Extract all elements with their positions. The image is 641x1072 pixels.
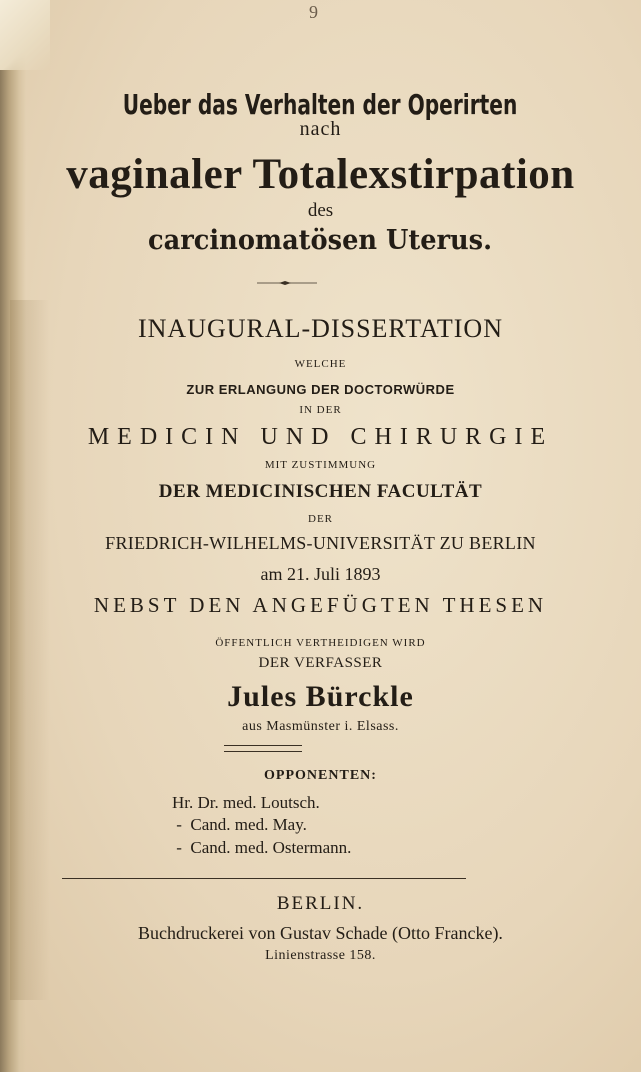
opponent-item: - Cand. med. Ostermann. bbox=[172, 838, 352, 857]
author-name: Jules Bürckle bbox=[227, 680, 414, 713]
title-line-5 bbox=[0, 225, 641, 256]
doctorate-line: ZUR ERLANGUNG DER DOCTORWÜRDE bbox=[186, 382, 455, 397]
dissertation-heading: INAUGURAL-DISSERTATION bbox=[137, 314, 503, 343]
title-line-5-text: carcinomatösen Uterus. bbox=[148, 225, 493, 256]
imprint-city: BERLIN. bbox=[276, 893, 365, 914]
title-line-2: nach bbox=[299, 118, 342, 140]
theses-line: NEBST DEN ANGEFÜGTEN THESEN bbox=[93, 593, 548, 617]
ornament-divider bbox=[257, 280, 317, 286]
title-line-1 bbox=[0, 88, 641, 122]
title-main: vaginaler Totalexstirpation bbox=[66, 151, 575, 198]
der-label: DER bbox=[308, 513, 333, 525]
imprint-address: Linienstrasse 158. bbox=[265, 948, 376, 963]
welche-label: WELCHE bbox=[294, 358, 347, 370]
opponent-item: Hr. Dr. med. Loutsch. bbox=[172, 793, 320, 812]
date-line: am 21. Juli 1893 bbox=[260, 564, 381, 584]
title-line-1-text: Ueber das Verhalten der Operirten bbox=[123, 88, 518, 121]
university-line: FRIEDRICH-WILHELMS-UNIVERSITÄT ZU BERLIN bbox=[105, 533, 536, 553]
author-origin: aus Masmünster i. Elsass. bbox=[242, 719, 399, 734]
title-line-4: des bbox=[307, 200, 334, 221]
subject-line: MEDICIN UND CHIRURGIE bbox=[87, 424, 554, 450]
torn-corner bbox=[0, 0, 50, 70]
defend-line: ÖFFENTLICH VERTHEIDIGEN WIRD bbox=[215, 637, 426, 649]
in-der-label: IN DER bbox=[299, 404, 342, 416]
opponents-heading: OPPONENTEN: bbox=[264, 768, 377, 783]
horizontal-rule bbox=[62, 878, 466, 879]
opponent-item: - Cand. med. May. bbox=[172, 815, 307, 834]
double-rule bbox=[224, 745, 302, 752]
imprint-printer: Buchdruckerei von Gustav Schade (Otto Francke). bbox=[138, 923, 503, 943]
author-label: DER VERFASSER bbox=[258, 655, 383, 671]
mit-zustimmung-label: MIT ZUSTIMMUNG bbox=[264, 459, 377, 471]
page-number: 9 bbox=[309, 2, 318, 22]
faculty-line: DER MEDICINISCHEN FACULTÄT bbox=[158, 481, 483, 502]
